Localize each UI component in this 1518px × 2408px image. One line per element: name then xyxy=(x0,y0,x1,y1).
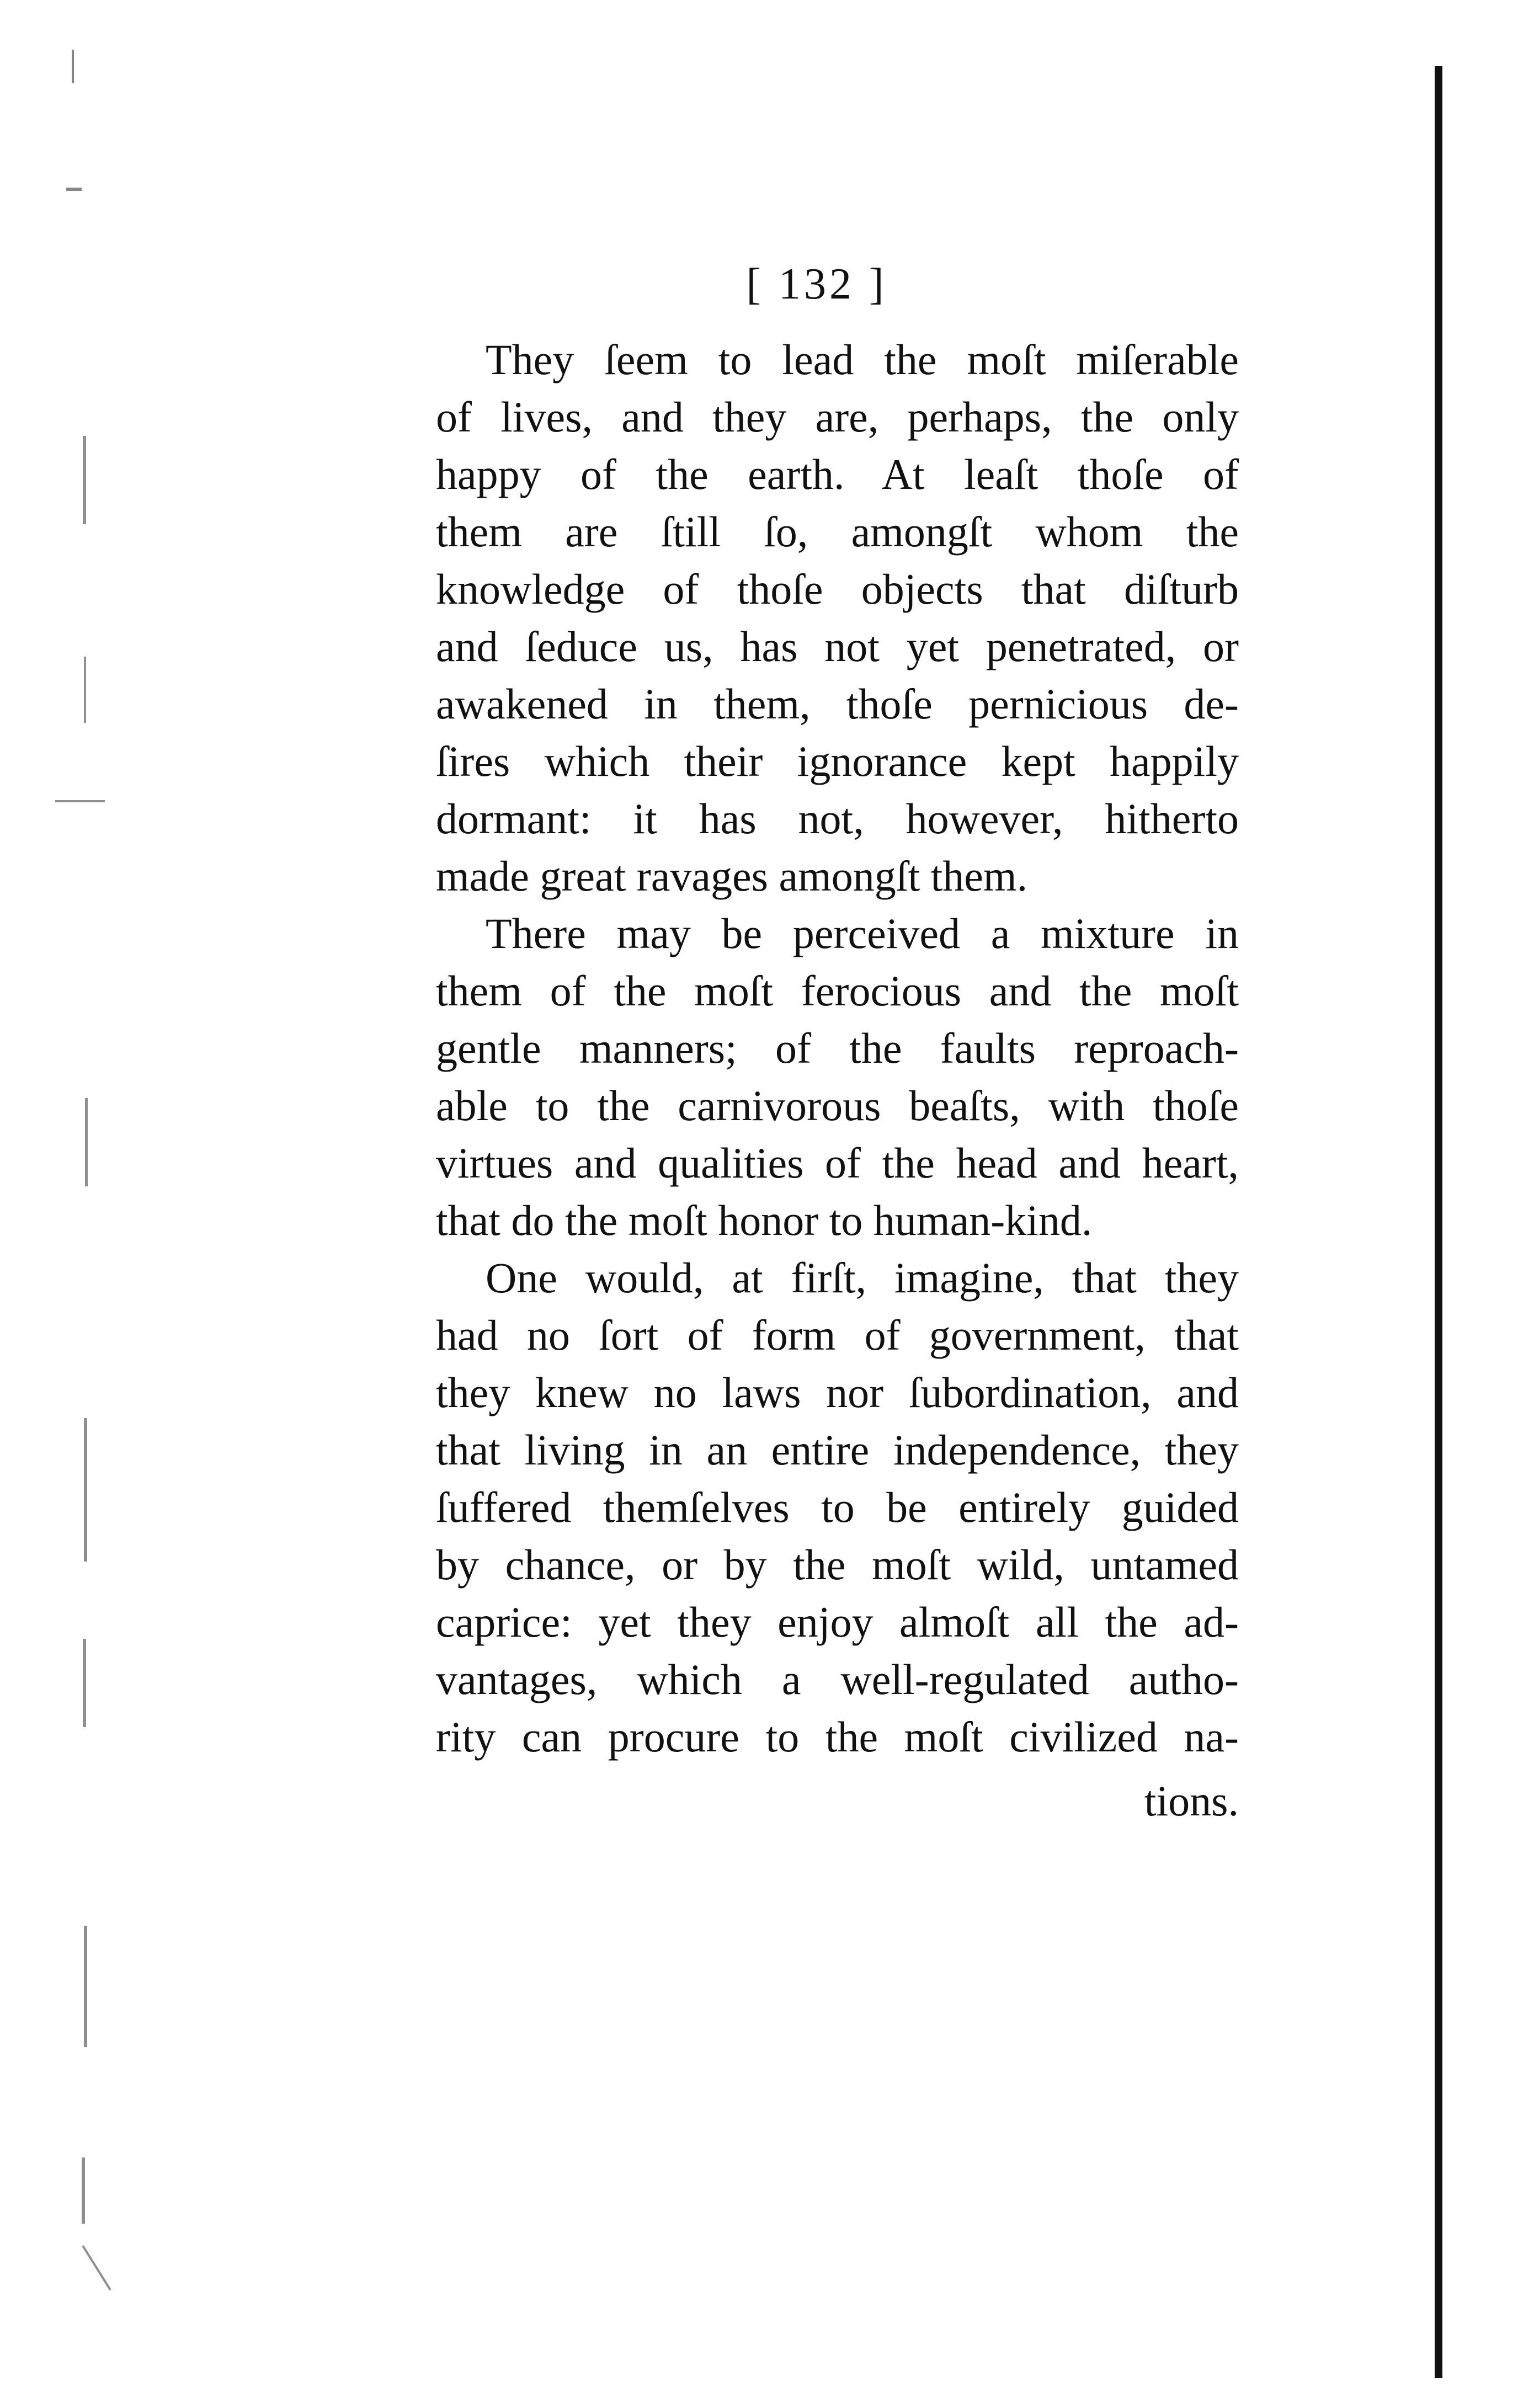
binding-edge-marks xyxy=(50,50,116,2367)
text-line: ſires which their ignorance kept happily xyxy=(436,737,1239,785)
text-line: ſuffered themſelves to be entirely guided xyxy=(436,1483,1239,1531)
text-line: One would, at firſt, imagine, that they xyxy=(486,1254,1239,1302)
text-line: rity can procure to the moſt civilized na- xyxy=(436,1713,1239,1761)
text-line: them of the moſt ferocious and the moſt xyxy=(436,967,1239,1015)
text-line: gentle manners; of the faults reproach- xyxy=(436,1024,1239,1072)
paragraph-3 xyxy=(436,1249,1239,1766)
text-line: that do the moſt honor to human-kind. xyxy=(436,1196,1093,1244)
text-line: There may be perceived a mixture in xyxy=(486,909,1239,957)
text-line: that living in an entire independence, they xyxy=(436,1426,1239,1474)
text-line: and ſeduce us, has not yet penetrated, or xyxy=(436,622,1239,670)
text-line: of lives, and they are, perhaps, the only xyxy=(436,393,1239,441)
text-line: able to the carnivorous beaſts, with thoſe xyxy=(436,1082,1239,1130)
page-edge-rule xyxy=(1435,66,1442,2378)
page-number: [ 132 ] xyxy=(746,260,887,308)
text-line: virtues and qualities of the head and heart, xyxy=(436,1139,1239,1187)
text-line: they knew no laws nor ſubordination, and xyxy=(436,1368,1239,1416)
text-line: dormant: it has not, however, hitherto xyxy=(436,795,1239,843)
text-line: made great ravages amongſt them. xyxy=(436,852,1028,900)
text-line: had no ſort of form of government, that xyxy=(436,1311,1239,1359)
text-line: awakened in them, thoſe pernicious de- xyxy=(436,680,1239,728)
text-line: happy of the earth. At leaſt thoſe of xyxy=(436,450,1239,498)
text-line: knowledge of thoſe objects that diſturb xyxy=(436,565,1239,613)
text-line: They ſeem to lead the moſt miſerable xyxy=(486,335,1239,383)
paragraph-1 xyxy=(436,331,1239,905)
text-line: by chance, or by the moſt wild, untamed xyxy=(436,1541,1239,1589)
text-line: caprice: yet they enjoy almoſt all the ad- xyxy=(436,1598,1239,1646)
text-line: them are ſtill ſo, amongſt whom the xyxy=(436,508,1239,556)
body-text xyxy=(436,331,1239,1830)
catchword: tions. xyxy=(1144,1777,1239,1825)
paragraph-2 xyxy=(436,905,1239,1249)
text-line: vantages, which a well-regulated autho- xyxy=(436,1655,1239,1703)
